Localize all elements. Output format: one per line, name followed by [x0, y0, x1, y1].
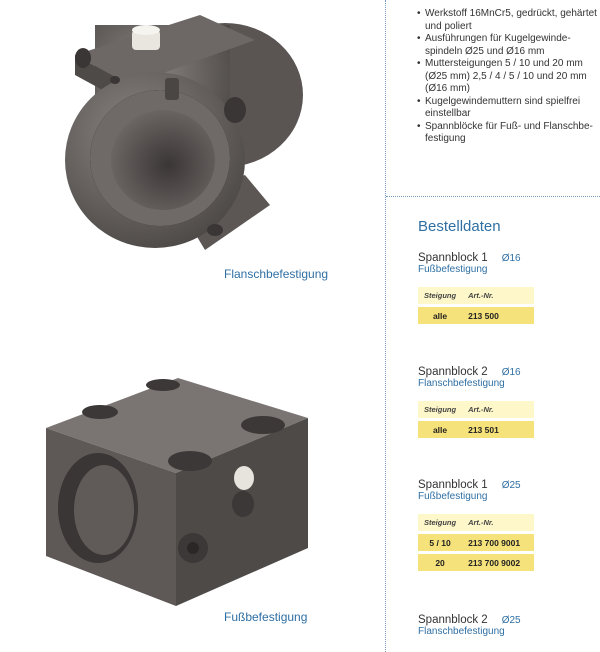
vertical-divider — [385, 0, 386, 652]
feature-item: • Kugelgewindemuttern sind spielfrei einstellbar — [417, 96, 597, 121]
block-mount-type: Fußbefestigung — [418, 491, 488, 502]
flange-block-illustration — [55, 10, 315, 260]
block-name: Spannblock 1 — [418, 479, 488, 491]
block-mount-type: Fußbefestigung — [418, 264, 488, 275]
foot-block-illustration — [38, 378, 318, 608]
cell-pitch: alle — [418, 421, 462, 438]
spannblock-1-d16 — [418, 252, 598, 327]
block-name: Spannblock 2 — [418, 366, 488, 378]
cell-pitch: alle — [418, 307, 462, 324]
flange-caption: Flanschbefestigung — [224, 267, 329, 281]
order-data-title: Bestelldaten — [418, 218, 501, 235]
block-mount-type: Flanschbefestigung — [418, 626, 505, 637]
cell-pitch: 5 / 10 — [418, 534, 462, 551]
block-diameter: Ø25 — [501, 480, 521, 491]
block-heading — [418, 252, 598, 264]
table-header-row — [418, 514, 534, 531]
block-heading — [418, 614, 598, 626]
header-pitch: Steigung — [418, 401, 462, 418]
table-row — [418, 421, 534, 438]
cell-article: 213 700 9001 — [462, 534, 534, 551]
table-row — [418, 554, 534, 571]
block-heading — [418, 479, 598, 491]
table-header-row — [418, 401, 534, 418]
table-header-row — [418, 287, 534, 304]
block-name: Spannblock 1 — [418, 252, 488, 264]
table-row — [418, 307, 534, 324]
block-name: Spannblock 2 — [418, 614, 488, 626]
order-table — [418, 284, 534, 327]
block-mount-type: Flanschbefestigung — [418, 378, 505, 389]
block-heading — [418, 366, 598, 378]
feature-list — [417, 8, 597, 146]
feature-item: • Muttersteigungen 5 / 10 und 20 mm (Ø25 mm) 2,5 / 4 / 5 / 10 und 20 mm (Ø16 mm) — [417, 58, 597, 96]
table-row — [418, 534, 534, 551]
block-diameter: Ø25 — [501, 615, 521, 626]
header-article: Art.-Nr. — [462, 401, 534, 418]
order-table — [418, 511, 534, 574]
cell-pitch: 20 — [418, 554, 462, 571]
header-pitch: Steigung — [418, 514, 462, 531]
feature-item: • Ausführungen für Kugelgewinde-spindeln Ø25 und Ø16 mm — [417, 33, 597, 58]
spannblock-2-d25 — [418, 614, 598, 637]
feature-item: • Spannblöcke für Fuß- und Flanschbe-festigung — [417, 121, 597, 146]
header-article: Art.-Nr. — [462, 287, 534, 304]
block-diameter: Ø16 — [501, 253, 521, 264]
foot-caption: Fußbefestigung — [224, 610, 308, 624]
feature-item: • Werkstoff 16MnCr5, gedrückt, gehärtet und poliert — [417, 8, 597, 33]
block-diameter: Ø16 — [501, 367, 521, 378]
header-article: Art.-Nr. — [462, 514, 534, 531]
cell-article: 213 501 — [462, 421, 534, 438]
horizontal-divider — [386, 196, 600, 197]
cell-article: 213 500 — [462, 307, 534, 324]
header-pitch: Steigung — [418, 287, 462, 304]
spannblock-2-d16 — [418, 366, 598, 441]
spannblock-1-d25 — [418, 479, 598, 574]
order-table — [418, 398, 534, 441]
cell-article: 213 700 9002 — [462, 554, 534, 571]
